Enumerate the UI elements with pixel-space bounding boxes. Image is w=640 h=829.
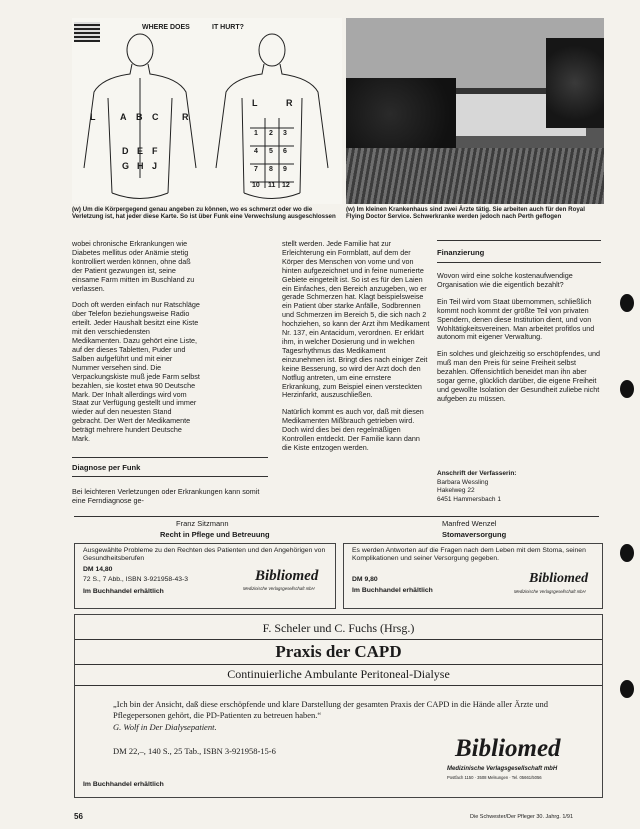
- ad-left-text: Ausgewählte Probleme zu den Rechten des Patienten und den Angehörigen von Gesundheitsberufen: [83, 547, 326, 562]
- back-label-a: A: [120, 112, 127, 122]
- front-label-7: 7: [254, 166, 258, 173]
- binder-hole: [620, 544, 634, 562]
- col1-heading: Diagnose per Funk: [72, 463, 141, 472]
- col1-paragraph: wobei chronische Erkrankungen wie Diabetes mellitus oder Anämie stetig kontrolliert werden können, ohne daß der Patient gezwungen ist, seine einsame Farm mitten im Buschland zu verlassen.: [72, 239, 195, 293]
- ad-right-price: DM 9,80: [352, 576, 378, 583]
- back-label-f: F: [152, 146, 158, 156]
- front-label-1: 1: [254, 130, 258, 137]
- author-right-dept: Stomaversorgung: [442, 530, 507, 539]
- front-label-6: 6: [283, 148, 287, 155]
- col2-paragraph: Natürlich kommt es auch vor, daß mit diesen Medikamenten Mißbrauch getrieben wird. Doch wird dies bei den regelmäßigen Kontrollen entdeckt. Der Familie kann dann die Kiste entzogen werden.: [282, 407, 424, 452]
- author-left-dept: Recht in Pflege und Betreuung: [160, 530, 270, 539]
- col1-divider: [72, 457, 268, 458]
- front-label-l: L: [252, 98, 258, 108]
- col3-divider: [437, 262, 601, 263]
- ad-right-availability: Im Buchhandel erhältlich: [352, 587, 433, 594]
- back-label-r: R: [182, 112, 189, 122]
- address-line: Hakelweg 22: [437, 487, 475, 494]
- col3-paragraph: Ein solches und gleichzeitig so erschöpfendes, und muß man den Preis für seine Freiheit selbst bezahlen. Offensichtlich beneidet man ihn aber sogar gerne, glücklich darüber, die eigene Freiheit und gewollte Isolation der Gesundheit zuliebe nicht aufgeben zu müssen.: [437, 349, 601, 403]
- ad-main: [74, 614, 603, 798]
- col1-after-heading: Bei leichteren Verletzungen oder Erkrankungen kann somit eine Ferndiagnose ge-: [72, 487, 260, 505]
- col3-paragraph: Wovon wird eine solche kostenaufwendige Organisation wie die eigentlich bezahlt?: [437, 271, 573, 289]
- ad-right-text: Es werden Antworten auf die Fragen nach dem Leben mit dem Stoma, seinen Komplikationen und seiner Versorgung gegeben.: [352, 547, 586, 562]
- ad-main-divider: [75, 664, 602, 665]
- col1-divider: [72, 476, 268, 477]
- column-2: [282, 240, 430, 461]
- front-label-3: 3: [283, 130, 287, 137]
- ad-main-quote-source: G. Wolf in Der Dialysepatient.: [113, 722, 217, 732]
- binder-hole: [620, 294, 634, 312]
- front-label-11: 11: [268, 182, 276, 189]
- front-view-body: [216, 34, 328, 199]
- binder-hole: [620, 380, 634, 398]
- back-label-b: B: [136, 112, 143, 122]
- page-number: 56: [74, 812, 83, 821]
- author-address: [437, 470, 601, 504]
- back-label-l: L: [90, 112, 96, 122]
- author-right-name: Manfred Wenzel: [442, 519, 497, 528]
- ad-main-title: Praxis der CAPD: [275, 642, 402, 661]
- address-line: 6451 Hammersbach 1: [437, 495, 501, 503]
- front-label-12: 12: [282, 182, 290, 189]
- ad-left: [74, 543, 336, 609]
- ad-main-brand: Bibliomed: [455, 735, 561, 762]
- back-label-j: J: [152, 161, 158, 171]
- hospital-photo: [346, 18, 604, 204]
- front-label-4: 4: [254, 148, 258, 155]
- front-label-8: 8: [269, 166, 273, 173]
- back-label-g: G: [122, 161, 130, 171]
- ad-right-brand-sub: Medizinische Verlagsgesellschaft mbH: [514, 589, 586, 594]
- ad-left-brand: Bibliomed: [255, 568, 319, 584]
- front-label-r: R: [286, 98, 293, 108]
- address-line: Barbara Wessling: [437, 478, 489, 486]
- ad-left-details: 72 S., 7 Abb., ISBN 3-921958-43-3: [83, 576, 189, 583]
- ad-left-price: DM 14,80: [83, 566, 113, 573]
- journal-footer: Die Schwester/Der Pfleger 30. Jahrg. 1/91: [470, 814, 574, 820]
- column-3: [437, 272, 601, 412]
- col2-paragraph: stellt werden. Jede Familie hat zur Erleichterung ein Formblatt, auf dem der Körper des Menschen von vorne und von hinten aufgezeichnet und in feine numerierte Gebiete eingeteilt ist. So ist es für den Laien ein Einfaches, den Bereich anzugeben, wo er gerade Schmerzen hat. Klagt beispielsweise ein Patient über starke Anfälle, Sodbrennen und Schmerzen im Bereich 5, die sich nach 2 hochziehen, so kann der Arzt ihm Medikament Nr. 137, ein Antacidum, verordnen. Er erklärt ihm, in welcher Dosierung und in welchen Tagesrhythmus das Medikament einzunehmen ist. Bringt dies nach einiger Zeit keine Besserung, so wird der Arzt doch den Notflug antreten, um eine ernstere Erkrankung, zum Beispiel einen versteckten Herzinfarkt, auszuschließen.: [282, 239, 430, 400]
- ad-main-divider: [75, 639, 602, 640]
- ad-main-quote: „Ich bin der Ansicht, daß diese erschöpfende und klare Darstellung der gesamten Praxis der CAPD in die Hände aller Ärzte und Pflegepersonen gehört, die PD-Patienten zu betreuen haben.“: [113, 699, 549, 720]
- col3-paragraph: Ein Teil wird vom Staat übernommen, schließlich kommt noch kommt der größte Teil von privaten Spendern, denen diese Institution dient, und von Wohltätigkeitsvereinen. Man arbeitet profitlos und autonom mit eigener Verwaltung.: [437, 296, 595, 342]
- ad-right: [343, 543, 603, 609]
- chart-title-left: WHERE DOES: [142, 24, 190, 31]
- author-left-name: Franz Sitzmann: [176, 519, 229, 528]
- author-divider: [74, 516, 599, 517]
- back-label-c: C: [152, 112, 159, 122]
- column-1: [72, 240, 200, 452]
- body-silhouettes: [72, 18, 342, 204]
- ad-left-brand-sub: Medizinische Verlagsgesellschaft mbH: [243, 586, 315, 591]
- ad-main-brand-address: Postfach 1150 · 3508 Melsungen · Tel. 05661/5056: [447, 775, 542, 780]
- body-chart-figure: [72, 18, 342, 204]
- front-label-2: 2: [269, 130, 273, 137]
- ad-main-availability: Im Buchhandel erhältlich: [83, 781, 164, 788]
- col3-heading: Finanzierung: [437, 248, 485, 257]
- ad-left-availability: Im Buchhandel erhältlich: [83, 588, 164, 595]
- front-label-9: 9: [283, 166, 287, 173]
- col3-divider: [437, 240, 601, 241]
- ad-main-details: DM 22,–, 140 S., 25 Tab., ISBN 3-921958-15-6: [113, 746, 276, 756]
- chart-title-right: IT HURT?: [212, 24, 244, 31]
- ad-main-editors: F. Scheler und C. Fuchs (Hrsg.): [262, 621, 415, 635]
- front-label-5: 5: [269, 148, 273, 155]
- back-label-d: D: [122, 146, 129, 156]
- body-chart-caption: (w) Um die Körpergegend genau angeben zu können, wo es schmerzt oder wo die Verletzung ist, hat jeder diese Karte. So ist über Funk eine Verwechslung ausgeschlossen: [72, 206, 336, 221]
- address-label: Anschrift der Verfasserin:: [437, 470, 517, 477]
- ad-main-brand-sub: Medizinische Verlagsgesellschaft mbH: [447, 766, 558, 772]
- hospital-photo-caption: (w) Im kleinen Krankenhaus sind zwei Ärzte tätig. Sie arbeiten auch für den Royal Flying Doctor Service. Schwerkranke werden jedoch nach Perth geflogen: [346, 206, 585, 221]
- front-label-10: 10: [252, 182, 260, 189]
- ad-main-divider: [75, 685, 602, 686]
- back-label-e: E: [137, 146, 144, 156]
- binder-hole: [620, 680, 634, 698]
- back-label-h: H: [137, 161, 144, 171]
- col1-paragraph: Doch oft werden einfach nur Ratschläge über Telefon beziehungsweise Radio erteilt. Jeder Haushalt besitzt eine Kiste mit den verschiedensten Medikamenten. Dazu gehört eine Liste, auf der dieses Tabletten, Puder und Salben aufgeführt und mit einer Nummer versehen sind. Die Verpackungskiste muß jede Farm selbst bezahlen, sie kostet etwa 90 Deutsche Mark. Der Inhalt allerdings wird vom Staat zur Verfügung gestellt und immer wieder auf den neuesten Stand gebracht. Der Wert der Medikamente beträgt mehrere hundert Deutsche Mark.: [72, 300, 200, 444]
- ad-main-subtitle: Continuierliche Ambulante Peritoneal-Dialyse: [227, 667, 450, 681]
- ad-right-brand: Bibliomed: [529, 571, 589, 586]
